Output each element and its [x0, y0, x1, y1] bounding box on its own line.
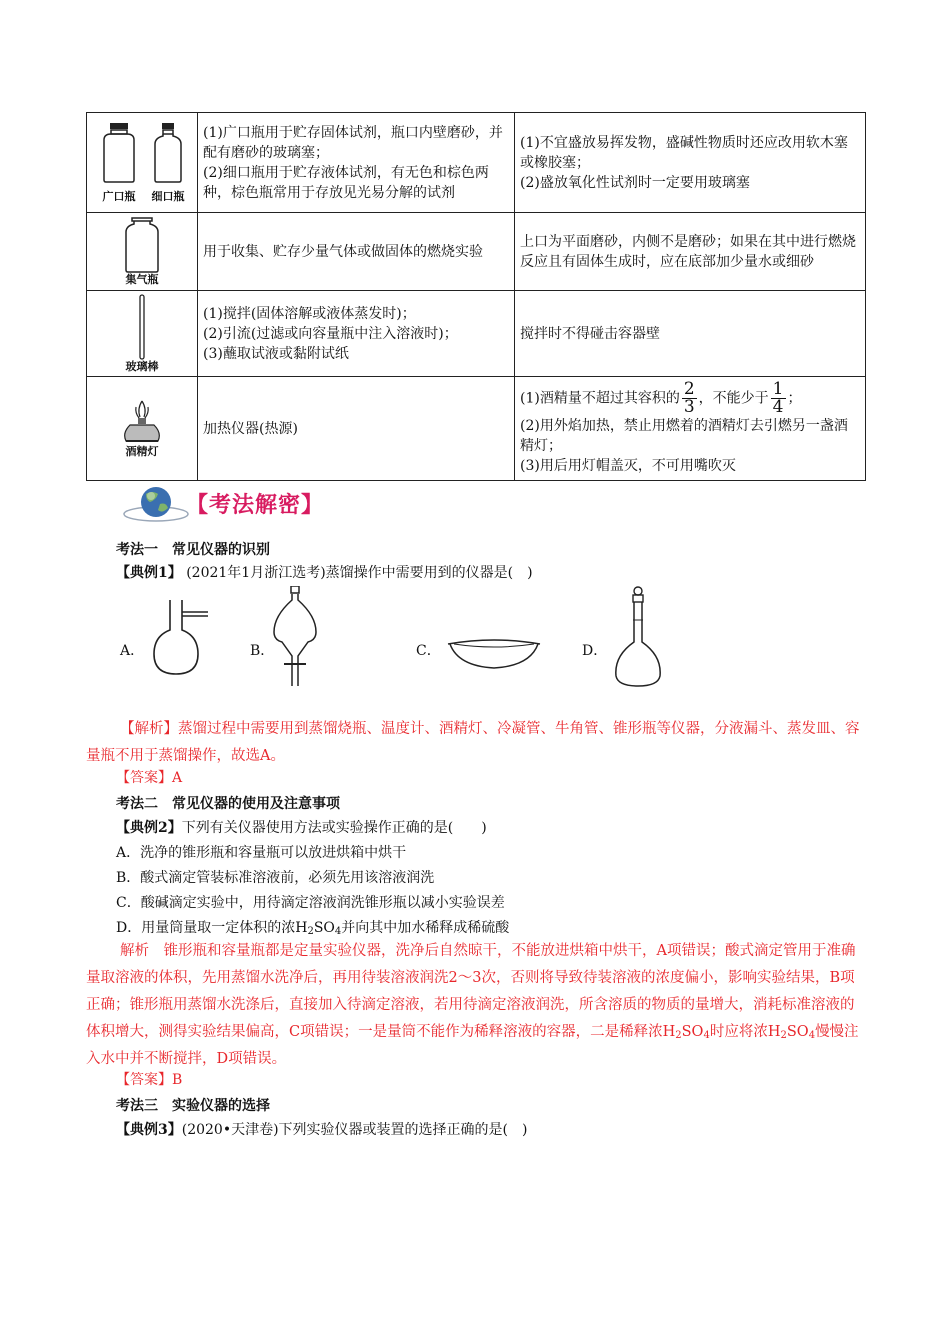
instrument-name: 集气瓶 — [125, 272, 159, 286]
usage-text: 用于收集、贮存少量气体或做固体的燃烧实验 — [203, 243, 483, 260]
instrument-image-cell — [87, 113, 198, 213]
notes-text: (1)酒精量不超过其容积的 $\frac{2}{3}$ ，不能少于 $\frac{1}{4}$ ； — [520, 379, 802, 417]
usage-text: (2)细口瓶用于贮存液体试剂，有无色和棕色两种，棕色瓶常用于存放见光易分解的试剂 — [203, 164, 489, 201]
method-heading: 考法三 实验仪器的选择 — [116, 1098, 270, 1114]
choice-d[interactable]: D．用量筒量取一定体积的浓$H_2SO_4$并向其中加水稀释成稀硫酸 — [116, 920, 510, 937]
usage-cell — [198, 377, 515, 481]
instrument-image-cell — [87, 377, 198, 481]
notes-text: 上口为平面磨砂，内侧不是磨砂；如果在其中进行燃烧反应且有固体生成时，应在底部加少量水或细砂 — [520, 233, 856, 270]
usage-text: (2)引流(过滤或向容量瓶中注入溶液时)； — [203, 325, 458, 342]
glass-rod-icon — [137, 294, 147, 360]
choice-b[interactable]: B．酸式滴定管装标准溶液前，必须先用该溶液润洗 — [116, 870, 435, 886]
instrument-name: 细口瓶 — [151, 189, 185, 203]
answer-line: 【答案】A — [116, 770, 183, 786]
usage-text: 加热仪器(热源) — [203, 420, 298, 437]
usage-text: (3)蘸取试液或黏附试纸 — [203, 345, 349, 362]
wide-mouth-bottle-icon — [99, 122, 139, 184]
example-question: 【典例1】 (2021年1月浙江选考)蒸馏操作中需要用到的仪器是( ) — [116, 565, 533, 581]
example-question: 【典例3】(2020•天津卷)下列实验仪器或装置的选择正确的是( ) — [116, 1122, 528, 1138]
notes-cell — [515, 213, 866, 291]
analysis-paragraph: 【解析】蒸馏过程中需要用到蒸馏烧瓶、温度计、酒精灯、冷凝管、牛角管、锥形瓶等仪器，分液漏斗、蒸发皿、容量瓶不用于蒸馏操作，故选A。 — [86, 721, 860, 764]
section-banner — [116, 484, 416, 524]
usage-cell — [198, 291, 515, 377]
choice-c[interactable]: C．酸碱滴定实验中，用待滴定溶液润洗锥形瓶以减小实验误差 — [116, 895, 505, 911]
answer-line: 【答案】B — [116, 1072, 183, 1088]
fraction-two-thirds: $\frac{2}{3}$ — [683, 379, 695, 417]
instrument-name: 玻璃棒 — [125, 359, 159, 373]
evaporating-dish-icon — [446, 636, 542, 676]
method-heading: 考法一 常见仪器的识别 — [116, 542, 270, 558]
table-row — [87, 377, 866, 481]
table-row — [87, 213, 866, 291]
notes-cell — [515, 377, 866, 481]
separatory-funnel-icon — [270, 586, 320, 690]
analysis-paragraph: 解析 锥形瓶和容量瓶都是定量实验仪器，洗净后自然晾干，不能放进烘箱中烘干，A项错误；酸式滴定管用于准确量取溶液的体积，先用蒸馏水洗净后，再用待装溶液润洗2～3次，否则将导致待装溶液的浓度偏小，影响实验结果，B项正确；锥形瓶用蒸馏水洗涤后，直接加入待滴定溶液，若用待滴定溶液润洗，所含溶质的物质的量增大，消耗标准溶液的体积增大，测得实验结果偏高，C项错误；一是量筒不能作为稀释溶液的容器，二是稀释浓$H_2SO_4$时应将浓$H_2SO_4$慢慢注入水中并不断搅拌，D项错误。 — [86, 943, 859, 1067]
alcohol-lamp-icon — [120, 399, 164, 445]
instrument-name: 广口瓶 — [102, 189, 136, 203]
notes-text: (2)用外焰加热，禁止用燃着的酒精灯去引燃另一盏酒精灯； — [520, 418, 848, 454]
usage-cell — [198, 113, 515, 213]
usage-cell — [198, 213, 515, 291]
method-heading: 考法二 常见仪器的使用及注意事项 — [116, 796, 340, 812]
fraction-one-quarter: $\frac{1}{4}$ — [772, 379, 784, 417]
volumetric-flask-icon — [610, 586, 666, 690]
notes-text: (3)用后用灯帽盖灭，不可用嘴吹灭 — [520, 458, 736, 474]
narrow-mouth-bottle-icon — [151, 122, 185, 184]
notes-cell — [515, 291, 866, 377]
notes-cell — [515, 113, 866, 213]
instrument-image-cell — [87, 291, 198, 377]
instrument-table — [86, 112, 866, 481]
usage-text: (1)广口瓶用于贮存固体试剂，瓶口内壁磨砂，并配有磨砂的玻璃塞； — [203, 124, 503, 161]
instrument-image-cell — [87, 213, 198, 291]
example-question: 【典例2】下列有关仪器使用方法或实验操作正确的是( ) — [116, 820, 487, 836]
choice-a[interactable]: A．洗净的锥形瓶和容量瓶可以放进烘箱中烘干 — [116, 845, 407, 861]
gas-jar-icon — [122, 217, 162, 273]
usage-text: (1)搅拌(固体溶解或液体蒸发时)； — [203, 305, 416, 322]
table-row — [87, 291, 866, 377]
distilling-flask-icon — [148, 600, 210, 678]
instrument-name: 酒精灯 — [125, 444, 159, 458]
option-row: A． B． C． D． — [116, 600, 736, 690]
banner-title: 【考法解密】 — [186, 492, 325, 518]
notes-text: (1)不宜盛放易挥发物，盛碱性物质时还应改用软木塞或橡胶塞； — [520, 134, 848, 171]
notes-text: (2)盛放氧化性试剂时一定要用玻璃塞 — [520, 174, 750, 191]
globe-icon — [122, 484, 192, 524]
table-row — [87, 113, 866, 213]
notes-text: 搅拌时不得碰击容器壁 — [520, 325, 660, 342]
